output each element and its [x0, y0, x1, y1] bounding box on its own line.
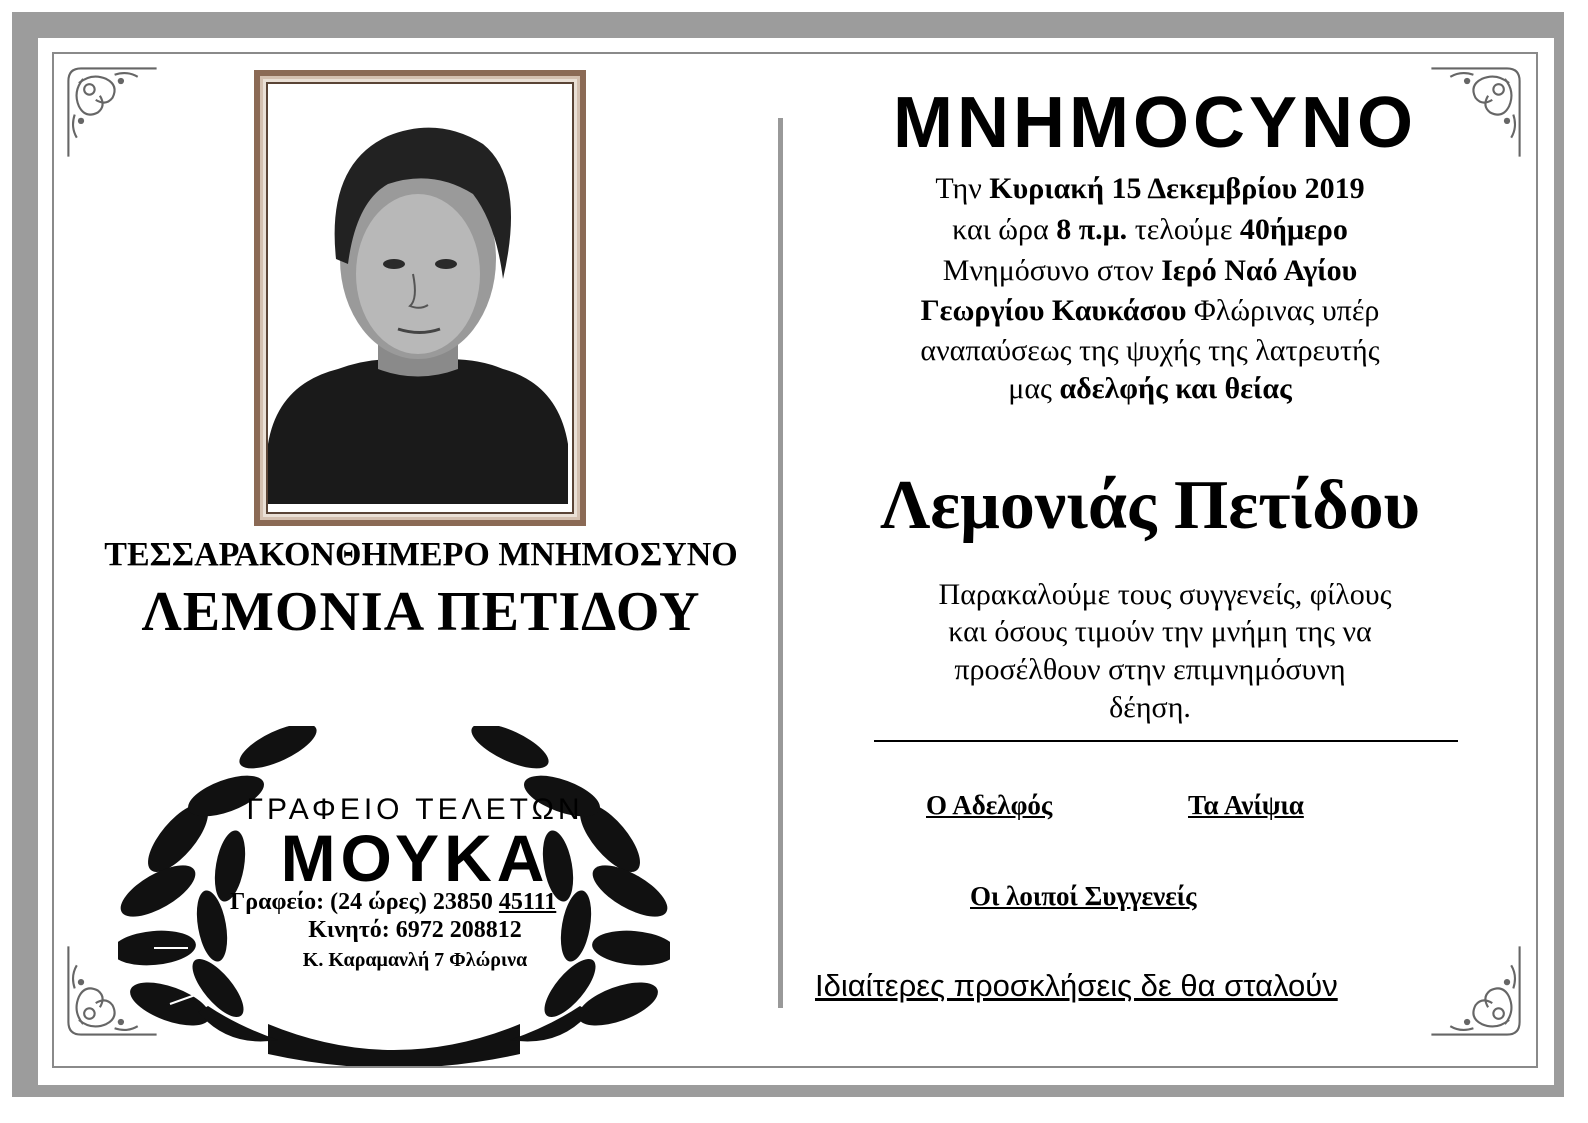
left-heading: ΤΕΣΣΑΡΑΚΟΝΘΗΜΕΡΟ ΜΝΗΜΟΣΥΝΟ [104, 536, 738, 573]
signature-nephews: Τα Ανίψια [1188, 790, 1304, 820]
signature-brother: Ο Αδελφός [926, 790, 1053, 820]
funeral-home-office-phone: Γραφείο: (24 ώρες) 23850 45111 [230, 889, 557, 915]
funeral-home-label: ΓΡΑΦΕΙΟ ΤΕΛΕΤΩΝ [246, 793, 584, 826]
signature-relatives: Οι λοιποί Συγγενείς [970, 881, 1197, 911]
horizontal-divider [874, 740, 1458, 742]
service-line-4: Γεωργίου Καυκάσου Φλώρινας υπέρ [920, 294, 1380, 327]
invite-line-3: προσέλθουν στην επιμνημόσυνη [954, 653, 1346, 686]
memorial-title: ΜΝΗΜΟCΥΝΟ [893, 83, 1417, 163]
invite-line-1: Παρακαλούμε τους συγγενείς, φίλους [938, 578, 1392, 611]
deceased-name: Λεμονιάς Πετίδου [880, 467, 1420, 544]
service-line-2: και ώρα 8 π.μ. τελούμε 40ήμερο [952, 213, 1348, 246]
invite-line-2: και όσους τιμούν την μνήμη της να [948, 615, 1372, 648]
service-line-3: Μνημόσυνο στον Ιερό Ναό Αγίου [942, 254, 1358, 287]
funeral-home-mobile: Κινητό: 6972 208812 [308, 917, 522, 943]
portrait-icon [268, 84, 568, 504]
service-line-5: αναπαύσεως της ψυχής της λατρευτής [920, 334, 1380, 367]
corner-ornament-icon [60, 60, 165, 165]
invite-line-4: δέηση. [1109, 691, 1191, 724]
funeral-home-address: Κ. Καραμανλή 7 Φλώρινα [302, 949, 528, 971]
corner-ornament-icon [1423, 938, 1528, 1043]
funeral-home-name: ΜΟΥΚΑ [280, 821, 550, 895]
portrait-frame [254, 70, 586, 526]
portrait-photo [266, 82, 574, 514]
service-line-6: μας αδελφής και θείας [1008, 372, 1292, 405]
vertical-divider [778, 118, 783, 1008]
service-line-1: Την Κυριακή 15 Δεκεμβρίου 2019 [935, 172, 1365, 205]
footer-note: Ιδιαίτερες προσκλήσεις δε θα σταλούν [815, 968, 1338, 1003]
left-deceased-name: ΛΕΜΟΝΙΑ ΠΕΤΙΔΟΥ [141, 581, 701, 643]
